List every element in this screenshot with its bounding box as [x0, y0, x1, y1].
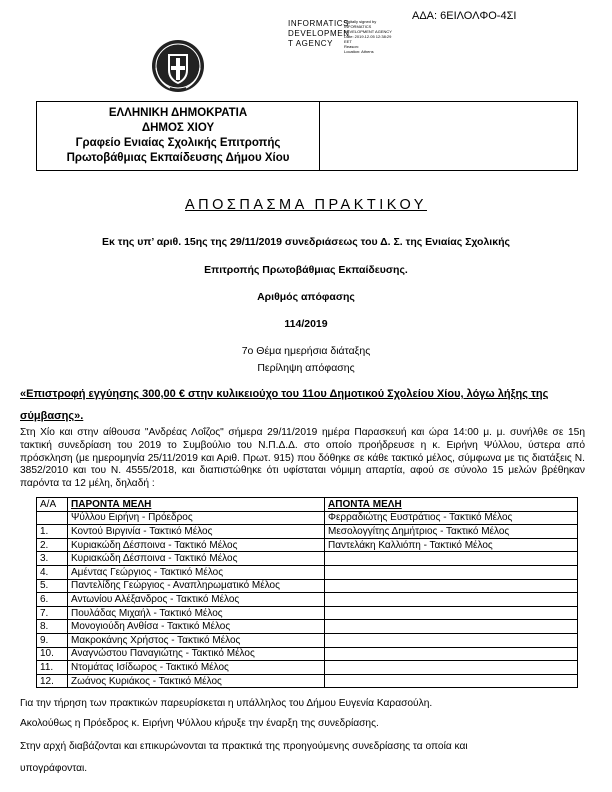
decision-number: 114/2019	[284, 318, 328, 330]
present-member: Ντομάτας Ισίδωρος - Τακτικό Μέλος	[68, 661, 325, 675]
stamp-line: DEVELOPMEN	[288, 29, 350, 38]
table-row	[37, 593, 578, 607]
absent-member	[325, 661, 578, 675]
column-header-absent: ΑΠΟΝΤΑ ΜΕΛΗ	[325, 498, 578, 512]
column-header-present: ΠΑΡΟΝΤΑ ΜΕΛΗ	[68, 498, 325, 512]
row-number: 6.	[37, 593, 68, 607]
decision-subject: «Επιστροφή εγγύησης 300,00 € στην κυλικειούχο του 11ου Δημοτικού Σχολείου Χίου, λόγω λήξης της σύμβασης».	[20, 388, 549, 422]
session-opening: Ακολούθως η Πρόεδρος κ. Ειρήνη Ψύλλου κήρυξε την έναρξη της συνεδρίασης.	[20, 718, 379, 729]
agenda-item: 7ο Θέμα ημερήσια διάταξης	[241, 345, 371, 357]
absent-member: Μεσολογγίτης Δημήτριος - Τακτικό Μέλος	[325, 525, 578, 539]
table-row	[37, 579, 578, 593]
table-row	[37, 606, 578, 620]
table-row	[37, 525, 578, 539]
row-number	[37, 511, 68, 525]
row-number: 12.	[37, 674, 68, 688]
table-row	[37, 538, 578, 552]
absent-member	[325, 593, 578, 607]
document-title: ΑΠΟΣΠΑΣΜΑ ΠΡΑΚΤΙΚΟΥ	[185, 197, 427, 213]
absent-member	[325, 647, 578, 661]
issuer-line: ΔΗΜΟΣ ΧΙΟΥ	[141, 122, 215, 134]
stamp-line: T AGENCY	[288, 39, 334, 48]
present-member: Ζωάνος Κυριάκος - Τακτικό Μέλος	[68, 674, 325, 688]
decision-label: Αριθμός απόφασης	[257, 291, 355, 303]
committee-name: Επιτροπής Πρωτοβάθμιας Εκπαίδευσης.	[204, 264, 408, 276]
row-number: 4.	[37, 565, 68, 579]
hellenic-republic-emblem-icon	[150, 38, 206, 94]
absent-member	[325, 579, 578, 593]
stamp-detail: DEVELOPMENT AGENCY	[344, 29, 392, 34]
table-row	[37, 661, 578, 675]
absent-member	[325, 606, 578, 620]
present-member: Κυριακώδη Δέσποινα - Τακτικό Μέλος	[68, 538, 325, 552]
present-member: Κοντού Βιργινία - Τακτικό Μέλος	[68, 525, 325, 539]
previous-minutes-end: υπογράφονται.	[20, 763, 88, 774]
row-number: 1.	[37, 525, 68, 539]
present-member: Μονογιούδη Ανθίσα - Τακτικό Μέλος	[68, 620, 325, 634]
stamp-line: INFORMATICS	[288, 19, 350, 28]
table-header-row	[37, 498, 578, 512]
present-member: Κυριακώδη Δέσποινα - Τακτικό Μέλος	[68, 552, 325, 566]
absent-member	[325, 565, 578, 579]
row-number: 7.	[37, 606, 68, 620]
table-row	[37, 552, 578, 566]
present-member: Αμέντας Γεώργιος - Τακτικό Μέλος	[68, 565, 325, 579]
table-row	[37, 565, 578, 579]
absent-member	[325, 633, 578, 647]
row-number: 10.	[37, 647, 68, 661]
header-box	[36, 101, 578, 171]
stamp-detail: Date: 2019.12.05 12:38:29	[344, 34, 392, 39]
present-member: Πουλάδας Μιχαήλ - Τακτικό Μέλος	[68, 606, 325, 620]
minutes-keeper: Για την τήρηση των πρακτικών παρευρίσκεται η υπάλληλος του Δήμου Ευγενία Καρασούλη.	[20, 698, 433, 709]
issuer-line: Πρωτοβάθμιας Εκπαίδευσης Δήμου Χίου	[66, 152, 290, 164]
table-row	[37, 620, 578, 634]
signature-stamp-details	[344, 19, 414, 54]
present-member: Αντωνίου Αλέξανδρος - Τακτικό Μέλος	[68, 593, 325, 607]
signature-stamp-label	[288, 19, 350, 49]
stamp-detail: Location: Athens	[344, 49, 374, 54]
row-number: 5.	[37, 579, 68, 593]
table-row	[37, 647, 578, 661]
meeting-paragraph: Στη Χίο και στην αίθουσα "Ανδρέας Λοΐζος" σήμερα 29/11/2019 ημέρα Παρασκευή και ώρα 14:00 μ. μ. συνήλθε σε 15η τακτική συνεδρίαση του 2019 το Συμβούλιο του Ν.Π.Δ.Δ. στο οποίο προήδρευσε η κ. Ειρήνη Ψύλλου, ύστερα από πρόσκληση (με ημερομηνία 25/11/2019 και Αριθ. Πρωτ. 915) που δόθηκε σε κάθε τακτικό μέλος, σύμφωνα με τις διατάξεις Ν. 3852/2010 και του Ν. 4555/2018, και διαπιστώθηκε ότι υφίσταται νόμιμη απαρτία, αφού σε σύνολο 15 μελών βρέθηκαν παρόντα τα 12 μέλη, δηλαδή :	[20, 427, 585, 490]
absent-member	[325, 552, 578, 566]
issuer-line: ΕΛΛΗΝΙΚΗ ΔΗΜΟΚΡΑΤΙΑ	[108, 107, 248, 119]
table-row	[37, 511, 578, 525]
stamp-detail: Reason:	[344, 44, 359, 49]
row-number: 2.	[37, 538, 68, 552]
present-member: Αναγνώστου Παναγιώτης - Τακτικό Μέλος	[68, 647, 325, 661]
present-member: Ψύλλου Ειρήνη - Πρόεδρος	[68, 511, 325, 525]
attendance-table	[36, 497, 578, 688]
stamp-detail: Digitally signed by	[344, 19, 377, 24]
issuer-block	[37, 102, 320, 170]
present-member: Μακροκάνης Χρήστος - Τακτικό Μέλος	[68, 633, 325, 647]
table-row	[37, 633, 578, 647]
row-number: 9.	[37, 633, 68, 647]
table-row	[37, 674, 578, 688]
issuer-line: Γραφείο Ενιαίας Σχολικής Επιτροπής	[75, 137, 281, 149]
absent-member	[325, 620, 578, 634]
absent-member	[325, 674, 578, 688]
stamp-detail: INFORMATICS	[344, 24, 372, 29]
present-member: Παντελίδης Γεώργιος - Αναπληρωματικό Μέλος	[68, 579, 325, 593]
summary-label: Περίληψη απόφασης	[257, 362, 355, 374]
ada-code: ΑΔΑ: 6ΕΙΛΟΛΦΟ-4ΣΙ	[412, 10, 517, 22]
absent-member: Παντελάκη Καλλιόπη - Τακτικό Μέλος	[325, 538, 578, 552]
meeting-reference: Εκ της υπ’ αριθ. 15ης της 29/11/2019 συνεδριάσεως του Δ. Σ. της Ενιαίας Σχολικής	[102, 236, 510, 248]
stamp-detail: EET	[344, 39, 352, 44]
column-header-number: Α/Α	[37, 498, 68, 512]
row-number: 8.	[37, 620, 68, 634]
previous-minutes: Στην αρχή διαβάζονται και επικυρώνονται τα πρακτικά της προηγούμενης συνεδρίασης τα οποία και	[20, 741, 468, 752]
absent-member: Φερραδιώτης Ευστράτιος - Τακτικό Μέλος	[325, 511, 578, 525]
row-number: 3.	[37, 552, 68, 566]
row-number: 11.	[37, 661, 68, 675]
